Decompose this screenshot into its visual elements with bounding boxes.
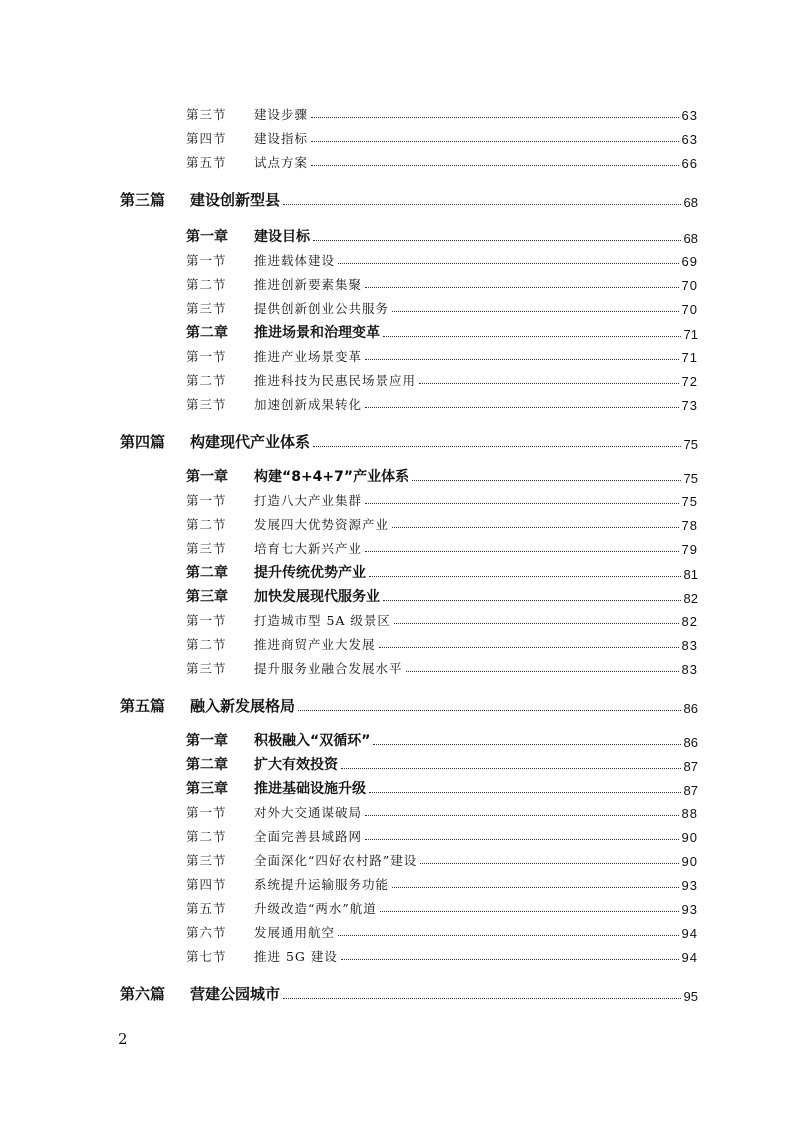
- toc-entry-section[interactable]: [186, 514, 698, 533]
- toc-entry-title: 融入新发展格局: [190, 697, 296, 715]
- toc-entry-page: 90: [681, 830, 698, 845]
- toc-entry-label: 第二节: [186, 637, 227, 652]
- toc-entry-title: 发展通用航空: [254, 925, 336, 940]
- toc-entry-title: 构建“8+4+7”产业体系: [254, 469, 410, 485]
- toc-entry-title: 全面完善县域路网: [254, 829, 363, 844]
- toc-entry-section[interactable]: [186, 658, 698, 677]
- toc-entry-label: 第三篇: [120, 191, 166, 209]
- toc-entry-label: 第二节: [186, 517, 227, 532]
- toc-entry-page: 94: [681, 950, 698, 965]
- dot-leader: [365, 503, 679, 504]
- toc-entry-section[interactable]: [186, 802, 698, 821]
- toc-entry-title: 推进基础设施升级: [254, 781, 366, 797]
- toc-entry-title: 升级改造“两水”航道: [254, 901, 377, 916]
- toc-entry-part[interactable]: [120, 694, 698, 716]
- toc-entry-title: 加速创新成果转化: [254, 397, 363, 412]
- toc-entry-page: 72: [681, 374, 698, 389]
- toc-entry-page: 71: [681, 350, 698, 365]
- toc-entry-part[interactable]: [120, 188, 698, 210]
- toc-entry-title: 推进科技为民惠民场景应用: [254, 373, 417, 388]
- dot-leader: [379, 647, 679, 648]
- toc-entry-title: 推进商贸产业大发展: [254, 637, 376, 652]
- toc-entry-title: 加快发展现代服务业: [254, 589, 380, 605]
- dot-leader: [383, 600, 681, 601]
- toc-entry-section[interactable]: [186, 826, 698, 845]
- toc-entry-label: 第四节: [186, 131, 227, 146]
- toc-entry-page: 75: [683, 471, 698, 486]
- toc-entry-page: 66: [681, 156, 698, 171]
- toc-entry-section[interactable]: [186, 922, 698, 941]
- dot-leader: [383, 336, 681, 337]
- toc-entry-section[interactable]: [186, 274, 698, 293]
- toc-entry-title: 提升服务业融合发展水平: [254, 661, 403, 676]
- dot-leader: [313, 446, 681, 447]
- toc-entry-label: 第一节: [186, 613, 227, 628]
- toc-entry-title: 构建现代产业体系: [190, 433, 311, 451]
- toc-entry-page: 68: [683, 195, 698, 210]
- toc-entry-title: 积极融入“双循环”: [254, 733, 371, 749]
- toc-entry-section[interactable]: [186, 346, 698, 365]
- toc-entry-label: 第二节: [186, 829, 227, 844]
- toc-entry-section[interactable]: [186, 898, 698, 917]
- toc-entry-chapter[interactable]: [186, 466, 698, 486]
- toc-entry-title: 建设创新型县: [190, 191, 281, 209]
- dot-leader: [419, 383, 679, 384]
- dot-leader: [341, 768, 681, 769]
- toc-entry-label: 第一章: [186, 733, 228, 749]
- toc-entry-title: 提升传统优势产业: [254, 565, 366, 581]
- toc-entry-page: 79: [681, 542, 698, 557]
- toc-entry-page: 93: [681, 878, 698, 893]
- toc-entry-label: 第一章: [186, 229, 228, 245]
- toc-entry-label: 第一章: [186, 469, 228, 485]
- toc-entry-part[interactable]: [120, 430, 698, 452]
- dot-leader: [420, 863, 678, 864]
- toc-entry-section[interactable]: [186, 634, 698, 653]
- dot-leader: [341, 959, 679, 960]
- dot-leader: [365, 407, 679, 408]
- toc-entry-chapter[interactable]: [186, 778, 698, 798]
- toc-entry-section[interactable]: [186, 610, 698, 629]
- toc-entry-page: 94: [681, 926, 698, 941]
- toc-entry-title: 推进 5G 建设: [254, 949, 338, 964]
- toc-entry-section[interactable]: [186, 946, 698, 965]
- toc-entry-title: 建设目标: [254, 229, 310, 245]
- toc-entry-part[interactable]: [120, 982, 698, 1004]
- dot-leader: [373, 744, 680, 745]
- toc-entry-label: 第二章: [186, 565, 228, 581]
- toc-entry-page: 83: [681, 662, 698, 677]
- dot-leader: [406, 671, 679, 672]
- toc-entry-label: 第一节: [186, 253, 227, 268]
- toc-entry-label: 第四篇: [120, 433, 166, 451]
- dot-leader: [394, 623, 679, 624]
- toc-entry-chapter[interactable]: [186, 730, 698, 750]
- toc-entry-label: 第三节: [186, 541, 227, 556]
- toc-entry-page: 83: [681, 638, 698, 653]
- dot-leader: [311, 117, 679, 118]
- toc-entry-label: 第二章: [186, 757, 228, 773]
- dot-leader: [392, 887, 679, 888]
- toc-entry-chapter[interactable]: [186, 754, 698, 774]
- toc-entry-label: 第一节: [186, 349, 227, 364]
- toc-entry-title: 扩大有效投资: [254, 757, 338, 773]
- toc-entry-page: 95: [683, 989, 698, 1004]
- toc-entry-page: 70: [681, 278, 698, 293]
- toc-entry-section[interactable]: [186, 538, 698, 557]
- toc-entry-title: 推进产业场景变革: [254, 349, 363, 364]
- dot-leader: [369, 576, 681, 577]
- toc-entry-title: 提供创新创业公共服务: [254, 301, 390, 316]
- toc-entry-page: 86: [683, 701, 698, 716]
- dot-leader: [311, 141, 679, 142]
- toc-entry-label: 第三节: [186, 661, 227, 676]
- toc-entry-section[interactable]: [186, 298, 698, 317]
- toc-entry-page: 82: [681, 614, 698, 629]
- toc-entry-page: 75: [683, 437, 698, 452]
- dot-leader: [283, 204, 681, 205]
- toc-entry-title: 推进创新要素集聚: [254, 277, 363, 292]
- dot-leader: [283, 998, 681, 999]
- toc-entry-title: 建设指标: [254, 131, 309, 146]
- toc-entry-chapter[interactable]: [186, 226, 698, 246]
- toc-entry-chapter[interactable]: [186, 562, 698, 582]
- toc-entry-page: 70: [681, 302, 698, 317]
- toc-entry-label: 第二节: [186, 277, 227, 292]
- toc-entry-label: 第二节: [186, 373, 227, 388]
- toc-entry-section[interactable]: [186, 490, 698, 509]
- toc-entry-page: 81: [683, 567, 698, 582]
- toc-entry-title: 全面深化“四好农村路”建设: [254, 853, 418, 868]
- toc-entry-page: 90: [681, 854, 698, 869]
- toc-entry-label: 第三节: [186, 397, 227, 412]
- toc-entry-page: 68: [683, 231, 698, 246]
- toc-entry-label: 第五篇: [120, 697, 166, 715]
- dot-leader: [365, 839, 679, 840]
- toc-entry-label: 第六节: [186, 925, 227, 940]
- toc-entry-page: 82: [683, 591, 698, 606]
- dot-leader: [365, 359, 679, 360]
- toc-entry-label: 第三章: [186, 781, 228, 797]
- toc-entry-page: 63: [681, 132, 698, 147]
- toc-entry-label: 第五节: [186, 901, 227, 916]
- toc-entry-page: 86: [683, 735, 698, 750]
- toc-entry-page: 88: [681, 806, 698, 821]
- toc-entry-section[interactable]: [186, 152, 698, 171]
- dot-leader: [369, 792, 681, 793]
- toc-entry-section[interactable]: [186, 370, 698, 389]
- toc-entry-label: 第三节: [186, 107, 227, 122]
- toc-entry-page: 75: [681, 494, 698, 509]
- toc-entry-title: 建设步骤: [254, 107, 309, 122]
- toc-entry-label: 第三章: [186, 589, 228, 605]
- toc-entry-page: 71: [683, 327, 698, 342]
- toc-entry-label: 第三节: [186, 853, 227, 868]
- toc-entry-chapter[interactable]: [186, 322, 698, 342]
- toc-entry-title: 培育七大新兴产业: [254, 541, 363, 556]
- toc-entry-page: 63: [681, 108, 698, 123]
- toc-entry-page: 78: [681, 518, 698, 533]
- toc-entry-label: 第四节: [186, 877, 227, 892]
- dot-leader: [311, 165, 679, 166]
- toc-entry-section[interactable]: [186, 250, 698, 269]
- toc-entry-title: 打造八大产业集群: [254, 493, 363, 508]
- toc-entry-title: 推进场景和治理变革: [254, 325, 380, 341]
- dot-leader: [338, 263, 679, 264]
- dot-leader: [365, 551, 679, 552]
- toc-entry-section[interactable]: [186, 394, 698, 413]
- dot-leader: [338, 935, 679, 936]
- toc-entry-label: 第三节: [186, 301, 227, 316]
- toc-entry-section[interactable]: [186, 874, 698, 893]
- toc-entry-chapter[interactable]: [186, 586, 698, 606]
- toc-entry-label: 第五节: [186, 155, 227, 170]
- toc-entry-section[interactable]: [186, 128, 698, 147]
- dot-leader: [365, 815, 679, 816]
- dot-leader: [313, 240, 681, 241]
- toc-entry-title: 营建公园城市: [190, 985, 281, 1003]
- toc-entry-page: 87: [683, 783, 698, 798]
- toc-entry-section[interactable]: [186, 104, 698, 123]
- toc-entry-label: 第一节: [186, 805, 227, 820]
- toc-entry-page: 69: [681, 254, 698, 269]
- toc-entry-label: 第二章: [186, 325, 228, 341]
- dot-leader: [392, 311, 679, 312]
- toc-entry-section[interactable]: [186, 850, 698, 869]
- toc-entry-title: 发展四大优势资源产业: [254, 517, 390, 532]
- dot-leader: [298, 710, 681, 711]
- toc-entry-page: 93: [681, 902, 698, 917]
- toc-entry-page: 73: [681, 398, 698, 413]
- toc-entry-title: 试点方案: [254, 155, 309, 170]
- dot-leader: [412, 480, 680, 481]
- dot-leader: [365, 287, 679, 288]
- toc-entry-label: 第七节: [186, 949, 227, 964]
- toc-entry-label: 第六篇: [120, 985, 166, 1003]
- toc-entry-title: 对外大交通谋破局: [254, 805, 363, 820]
- toc-entry-title: 推进载体建设: [254, 253, 336, 268]
- page-number: 2: [118, 1030, 128, 1048]
- toc-entry-title: 打造城市型 5A 级景区: [254, 613, 391, 628]
- dot-leader: [380, 911, 679, 912]
- toc-entry-page: 87: [683, 759, 698, 774]
- toc-entry-label: 第一节: [186, 493, 227, 508]
- dot-leader: [392, 527, 679, 528]
- toc-entry-title: 系统提升运输服务功能: [254, 877, 390, 892]
